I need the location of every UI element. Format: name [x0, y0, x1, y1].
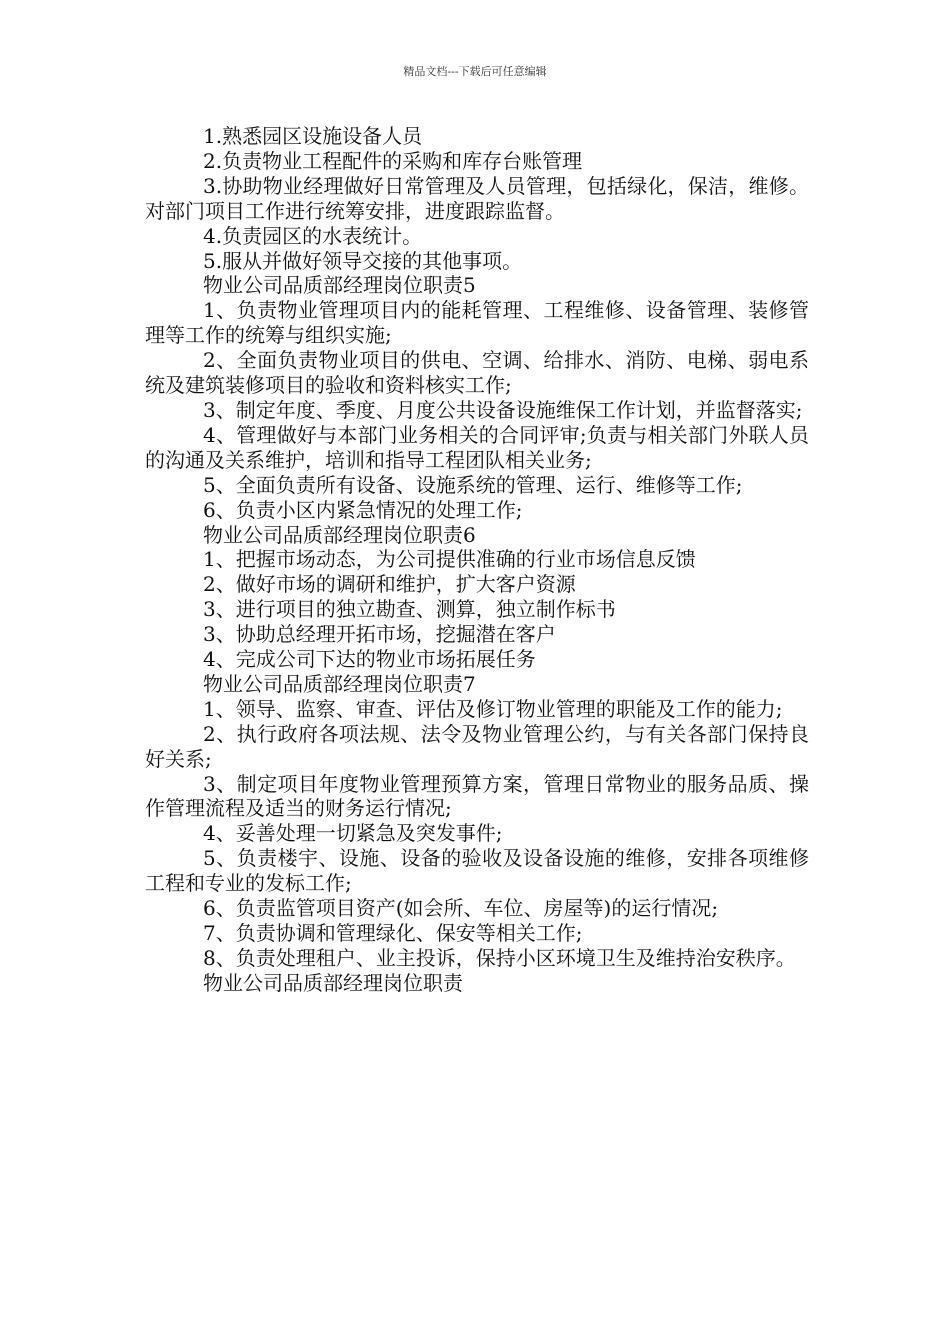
list-item: 1、把握市场动态，为公司提供准确的行业市场信息反馈 — [203, 547, 696, 572]
section-heading: 物业公司品质部经理岗位职责7 — [203, 671, 476, 696]
list-item: 2、做好市场的调研和维护，扩大客户资源 — [203, 572, 576, 597]
list-item: 5.服从并做好领导交接的其他事项。 — [203, 248, 523, 273]
list-item: 4、妥善处理一切紧急及突发事件; — [203, 821, 503, 846]
list-item: 6、负责监管项目资产(如会所、车位、房屋等)的运行情况; — [203, 896, 719, 921]
list-item: 5、负责楼宇、设施、设备的验收及设备设施的维修，安排各项维修工程和专业的发标工作; — [145, 846, 809, 896]
list-item: 5、全面负责所有设备、设施系统的管理、运行、维修等工作; — [203, 472, 743, 497]
list-item: 7、负责协调和管理绿化、保安等相关工作; — [203, 921, 583, 945]
list-item: 6、负责小区内紧急情况的处理工作; — [203, 497, 523, 522]
list-item: 3、协助总经理开拓市场，挖掘潜在客户 — [203, 622, 556, 647]
list-item: 3、制定年度、季度、月度公共设备设施维保工作计划，并监督落实; — [203, 397, 803, 422]
list-item: 1、负责物业管理项目内的能耗管理、工程维修、设备管理、装修管理等工作的统筹与组织实施; — [145, 298, 809, 348]
list-item: 3.协助物业经理做好日常管理及人员管理，包括绿化，保洁，维修。对部门项目工作进行统筹安排，进度跟踪监督。 — [145, 173, 809, 223]
document-body — [145, 124, 809, 996]
list-item: 8、负责处理租户、业主投诉，保持小区环境卫生及维持治安秩序。 — [203, 945, 796, 970]
section-heading: 物业公司品质部经理岗位职责6 — [203, 522, 476, 547]
list-item: 4、完成公司下达的物业市场拓展任务 — [203, 647, 536, 672]
list-item: 2、全面负责物业项目的供电、空调、给排水、消防、电梯、弱电系统及建筑装修项目的验收和资料核实工作; — [145, 348, 809, 398]
section-heading: 物业公司品质部经理岗位职责5 — [203, 273, 476, 298]
list-item: 1、领导、监察、审查、评估及修订物业管理的职能及工作的能力; — [203, 696, 783, 721]
list-item: 3、制定项目年度物业管理预算方案，管理日常物业的服务品质、操作管理流程及适当的财务运行情况; — [145, 771, 809, 821]
list-item: 2.负责物业工程配件的采购和库存台账管理 — [203, 148, 583, 173]
list-item: 2、执行政府各项法规、法令及物业管理公约，与有关各部门保持良好关系; — [145, 721, 809, 771]
section-heading: 物业公司品质部经理岗位职责 — [203, 970, 463, 995]
list-item: 4.负责园区的水表统计。 — [203, 223, 423, 248]
list-item: 4、管理做好与本部门业务相关的合同评审;负责与相关部门外联人员的沟通及关系维护，培训和指导工程团队相关业务; — [145, 422, 809, 472]
list-item: 3、进行项目的独立勘查、测算，独立制作标书 — [203, 597, 616, 622]
list-item: 1.熟悉园区设施设备人员 — [203, 124, 423, 148]
page-header: 精品文档---下载后可任意编辑 — [403, 65, 547, 78]
